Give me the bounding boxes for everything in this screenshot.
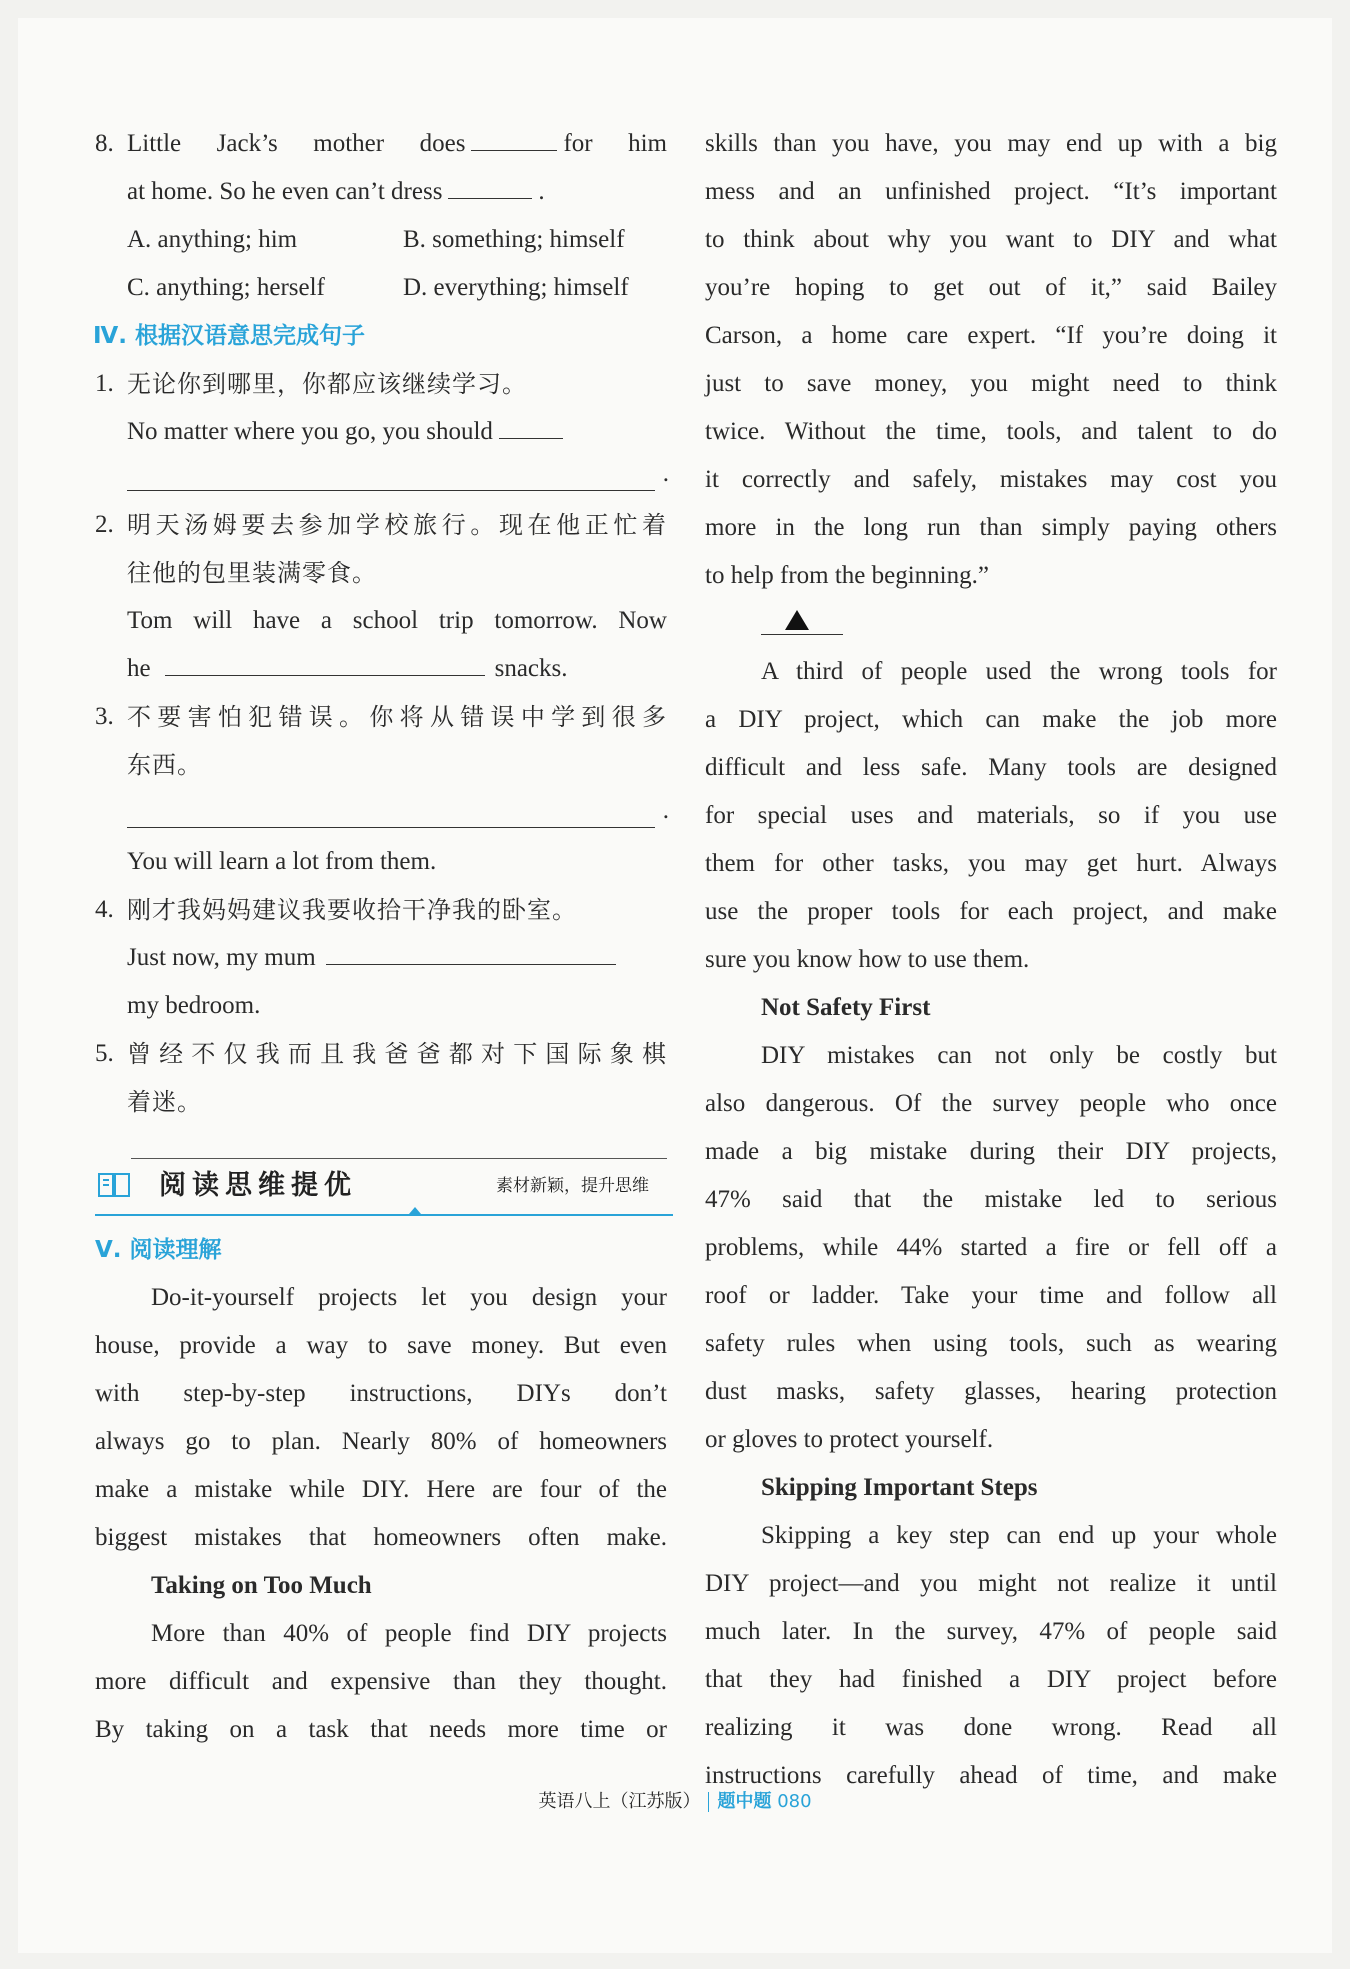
sentence-2-english-2a: he	[127, 655, 151, 682]
text-line: more in the long run than simply paying others	[705, 514, 1277, 541]
text-line: them for other tasks, you may get hurt. Always	[705, 850, 1277, 877]
sentence-2	[95, 501, 667, 693]
text-line: mess and an unfinished project. “It’s important	[705, 178, 1277, 205]
sentence-3-english: You will learn a lot from them.	[127, 848, 437, 875]
sentence-number: 2.	[95, 511, 114, 538]
sentence-2-chinese-1: 明天汤姆要去参加学校旅行。现在他正忙着	[127, 511, 667, 539]
banner-triangle-icon	[409, 1207, 421, 1214]
sentence-1-english: No matter where you go, you should	[127, 418, 493, 445]
sentence-number: 1.	[95, 370, 114, 397]
sentence-4-chinese: 刚才我妈妈建议我要收拾干净我的卧室。	[127, 896, 577, 924]
text-line: DIY project—and you might not realize it until	[705, 1570, 1277, 1597]
answer-blank[interactable]	[165, 649, 485, 676]
series-name: 题中题	[717, 1791, 772, 1812]
text-line: you’re hoping to get out of it,” said Bailey	[705, 274, 1277, 301]
banner-bottom-rule	[95, 1214, 673, 1216]
passage-paragraph-5	[705, 1032, 1277, 1464]
book-icon	[97, 1170, 131, 1200]
text-line: skills than you have, you may end up with a big	[705, 130, 1277, 157]
banner-top-rule	[131, 1158, 667, 1159]
q8-line1-b: for him	[563, 130, 667, 157]
sentence-3-chinese-1: 不要害怕犯错误。你将从错误中学到很多	[127, 703, 667, 731]
answer-line[interactable]: .	[127, 456, 655, 491]
text-line: Skipping a key step can end up your whole	[761, 1522, 1277, 1549]
answer-blank[interactable]	[499, 412, 563, 439]
text-line: a DIY project, which can make the job more	[705, 706, 1277, 733]
question-number: 8.	[95, 130, 114, 157]
option-d[interactable]: D. everything; himself	[403, 274, 629, 301]
sentence-5	[95, 1030, 667, 1126]
sentence-4	[95, 886, 667, 1030]
text-line: By taking on a task that needs more time or	[95, 1716, 667, 1743]
text-line: with step-by-step instructions, DIYs don’t	[95, 1380, 667, 1407]
sentence-2-chinese-2: 往他的包里装满零食。	[127, 559, 377, 587]
sentence-1-chinese: 无论你到哪里，你都应该继续学习。	[127, 370, 527, 398]
text-line: Carson, a home care expert. “If you’re doing it	[705, 322, 1277, 349]
text-line: to think about why you want to DIY and what	[705, 226, 1277, 253]
sentence-5-chinese-2: 着迷。	[127, 1088, 202, 1116]
sentence-3	[95, 693, 667, 886]
sentence-number: 5.	[95, 1040, 114, 1067]
text-line: DIY mistakes can not only be costly but	[761, 1042, 1277, 1069]
text-line: also dangerous. Of the survey people who once	[705, 1090, 1277, 1117]
answer-blank[interactable]	[326, 938, 616, 965]
text-line: house, provide a way to save money. But even	[95, 1332, 667, 1359]
banner-tag: 素材新颖，提升思维	[496, 1176, 649, 1196]
text-line: much later. In the survey, 47% of people said	[705, 1618, 1277, 1645]
sentence-number: 3.	[95, 703, 114, 730]
heading-gap-blank[interactable]	[705, 600, 1277, 648]
text-line: A third of people used the wrong tools for	[761, 658, 1277, 685]
text-line: More than 40% of people find DIY projects	[151, 1620, 667, 1647]
option-c[interactable]: C. anything; herself	[127, 274, 325, 301]
book-title: 英语八上（江苏版）	[538, 1791, 701, 1812]
text-line: difficult and less safe. Many tools are designed	[705, 754, 1277, 781]
answer-blank[interactable]	[471, 124, 557, 151]
text-line: more difficult and expensive than they thought.	[95, 1668, 667, 1695]
option-a[interactable]: A. anything; him	[127, 226, 298, 253]
text-line: always go to plan. Nearly 80% of homeowners	[95, 1428, 667, 1455]
text-line: safety rules when using tools, such as wearing	[705, 1330, 1277, 1357]
text-line: just to save money, you might need to think	[705, 370, 1277, 397]
option-b[interactable]: B. something; himself	[403, 226, 625, 253]
sentence-5-chinese-1: 曾经不仅我而且我爸爸都对下国际象棋	[127, 1040, 667, 1068]
sentence-1	[95, 360, 667, 491]
text-line: Do-it-yourself projects let you design your	[151, 1284, 667, 1311]
footer-divider	[708, 1792, 709, 1812]
sentence-2-english-1: Tom will have a school trip tomorrow. Now	[127, 607, 667, 634]
text-line: it correctly and safely, mistakes may cost you	[705, 466, 1277, 493]
text-line: 47% said that the mistake led to serious	[705, 1186, 1277, 1213]
sentence-number: 4.	[95, 896, 114, 923]
text-line: or gloves to protect yourself.	[705, 1426, 994, 1453]
text-line: to help from the beginning.”	[705, 562, 989, 589]
options-row-2	[127, 264, 667, 312]
passage-paragraph-2	[95, 1610, 667, 1754]
heading-blank-line	[761, 634, 843, 635]
passage-paragraph-6	[705, 1512, 1277, 1800]
right-column	[705, 120, 1277, 1800]
text-line: roof or ladder. Take your time and follow all	[705, 1282, 1277, 1309]
page-number: 080	[777, 1791, 812, 1812]
text-line: that they had finished a DIY project before	[705, 1666, 1277, 1693]
text-line: biggest mistakes that homeowners often make.	[95, 1524, 667, 1551]
left-column	[95, 120, 667, 1754]
text-line: realizing it was done wrong. Read all	[705, 1714, 1277, 1741]
heading-not-safety-first: Not Safety First	[761, 994, 931, 1021]
sentence-4-english-1: Just now, my mum	[127, 944, 316, 971]
text-line: made a big mistake during their DIY projects,	[705, 1138, 1277, 1165]
text-line: make a mistake while DIY. Here are four of the	[95, 1476, 667, 1503]
options-row-1	[127, 216, 667, 264]
answer-blank[interactable]	[448, 172, 532, 199]
passage-paragraph-1	[95, 1274, 667, 1562]
answer-line[interactable]: .	[127, 793, 655, 828]
sentence-2-english-2b: snacks.	[494, 655, 568, 682]
sentence-4-english-2: my bedroom.	[127, 992, 261, 1019]
page-footer	[0, 1787, 1350, 1817]
text-line: use the proper tools for each project, and make	[705, 898, 1277, 925]
text-line: dust masks, safety glasses, hearing protection	[705, 1378, 1277, 1405]
section-5-title: Ⅴ. 阅读理解	[95, 1237, 222, 1263]
section-4-title: Ⅳ. 根据汉语意思完成句子	[93, 323, 366, 349]
q8-line1-a: Little Jack’s mother does	[127, 130, 466, 157]
text-line: instructions carefully ahead of time, and make	[705, 1762, 1277, 1789]
triangle-marker-icon	[785, 610, 809, 630]
text-line: problems, while 44% started a fire or fell off a	[705, 1234, 1277, 1261]
question-8	[95, 120, 667, 312]
text-line: sure you know how to use them.	[705, 946, 1030, 973]
q8-line2-a: at home. So he even can’t dress	[127, 178, 443, 205]
heading-skipping-important-steps: Skipping Important Steps	[761, 1474, 1038, 1501]
banner-title: 阅读思维提优	[159, 1170, 357, 1201]
text-line: twice. Without the time, tools, and talent to do	[705, 418, 1277, 445]
text-line: for special uses and materials, so if you use	[705, 802, 1277, 829]
heading-taking-on-too-much: Taking on Too Much	[151, 1572, 372, 1599]
passage-paragraph-4	[705, 648, 1277, 984]
section-banner	[95, 1152, 667, 1222]
q8-line2-end: .	[538, 178, 545, 205]
sentence-3-chinese-2: 东西。	[127, 751, 202, 779]
passage-paragraph-3	[705, 120, 1277, 600]
